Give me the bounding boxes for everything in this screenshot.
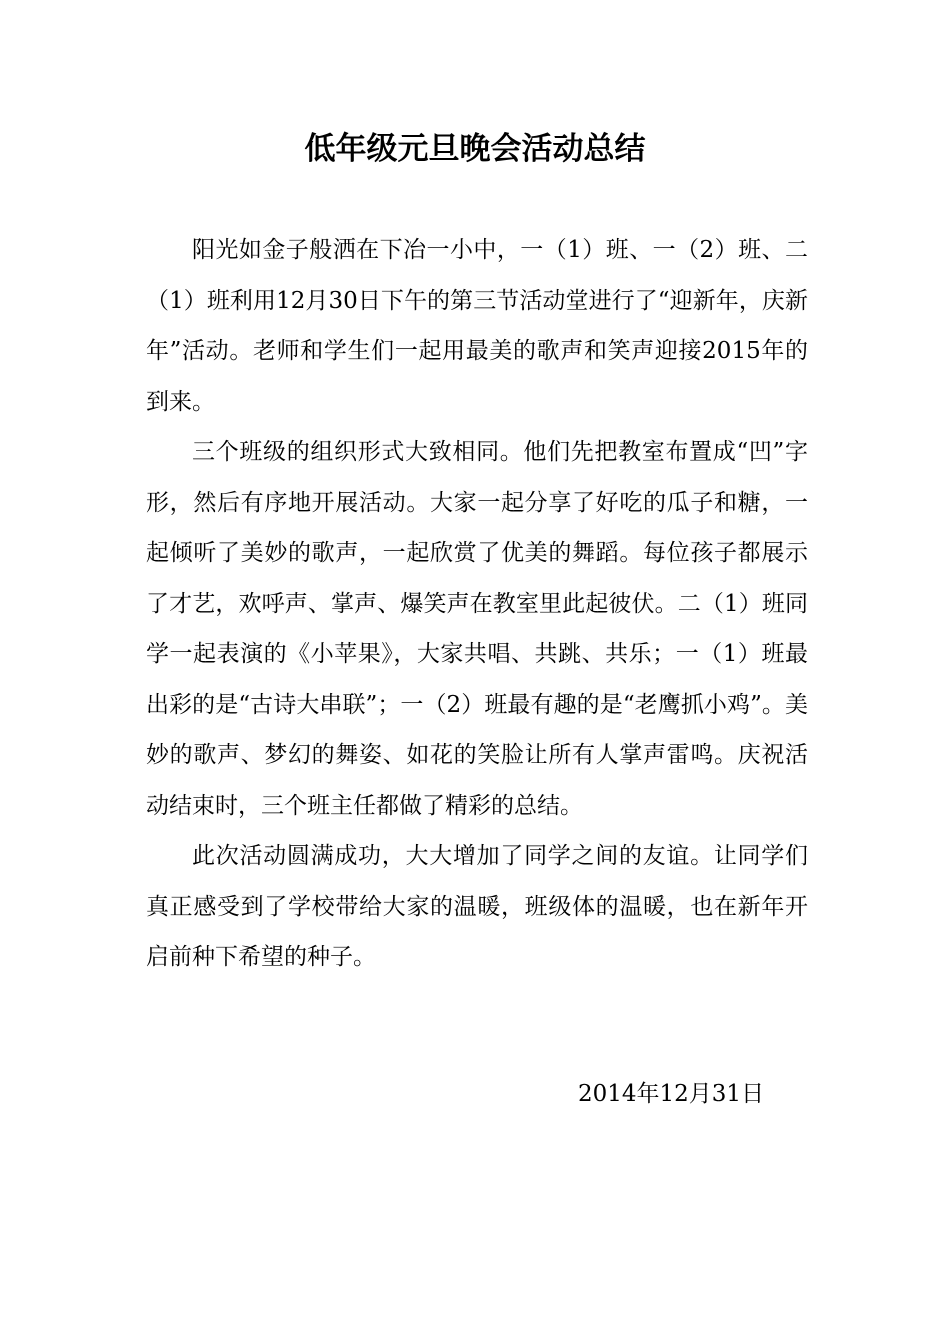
document-title: 低年级元旦晚会活动总结: [304, 131, 646, 167]
document-body: [146, 225, 808, 983]
paragraph-2: 三个班级的组织形式大致相同。他们先把教室布置成“凹”字形，然后有序地开展活动。大家一起分享了好吃的瓜子和糖，一起倾听了美妙的歌声，一起欣赏了优美的舞蹈。每位孩子都展示了才艺，欢呼声、掌声、爆笑声在教室里此起彼伏。二（1）班同学一起表演的《小苹果》，大家共唱、共跳、共乐；一（1）班最出彩的是“古诗大串联”；一（2）班最有趣的是“老鹰抓小鸡”。美妙的歌声、梦幻的舞姿、如花的笑脸让所有人掌声雷鸣。庆祝活动结束时，三个班主任都做了精彩的总结。: [146, 439, 808, 819]
paragraph-3: 此次活动圆满成功，大大增加了同学之间的友谊。让同学们真正感受到了学校带给大家的温暖，班级体的温暖，也在新年开启前种下希望的种子。: [146, 843, 808, 970]
document-date: 2014年12月31日: [578, 1081, 765, 1107]
paragraph-1: 阳光如金子般洒在下冶一小中，一（1）班、一（2）班、二（1）班利用12月30日下午的第三节活动堂进行了“迎新年，庆新年”活动。老师和学生们一起用最美的歌声和笑声迎接2015年的到来。: [146, 237, 808, 415]
